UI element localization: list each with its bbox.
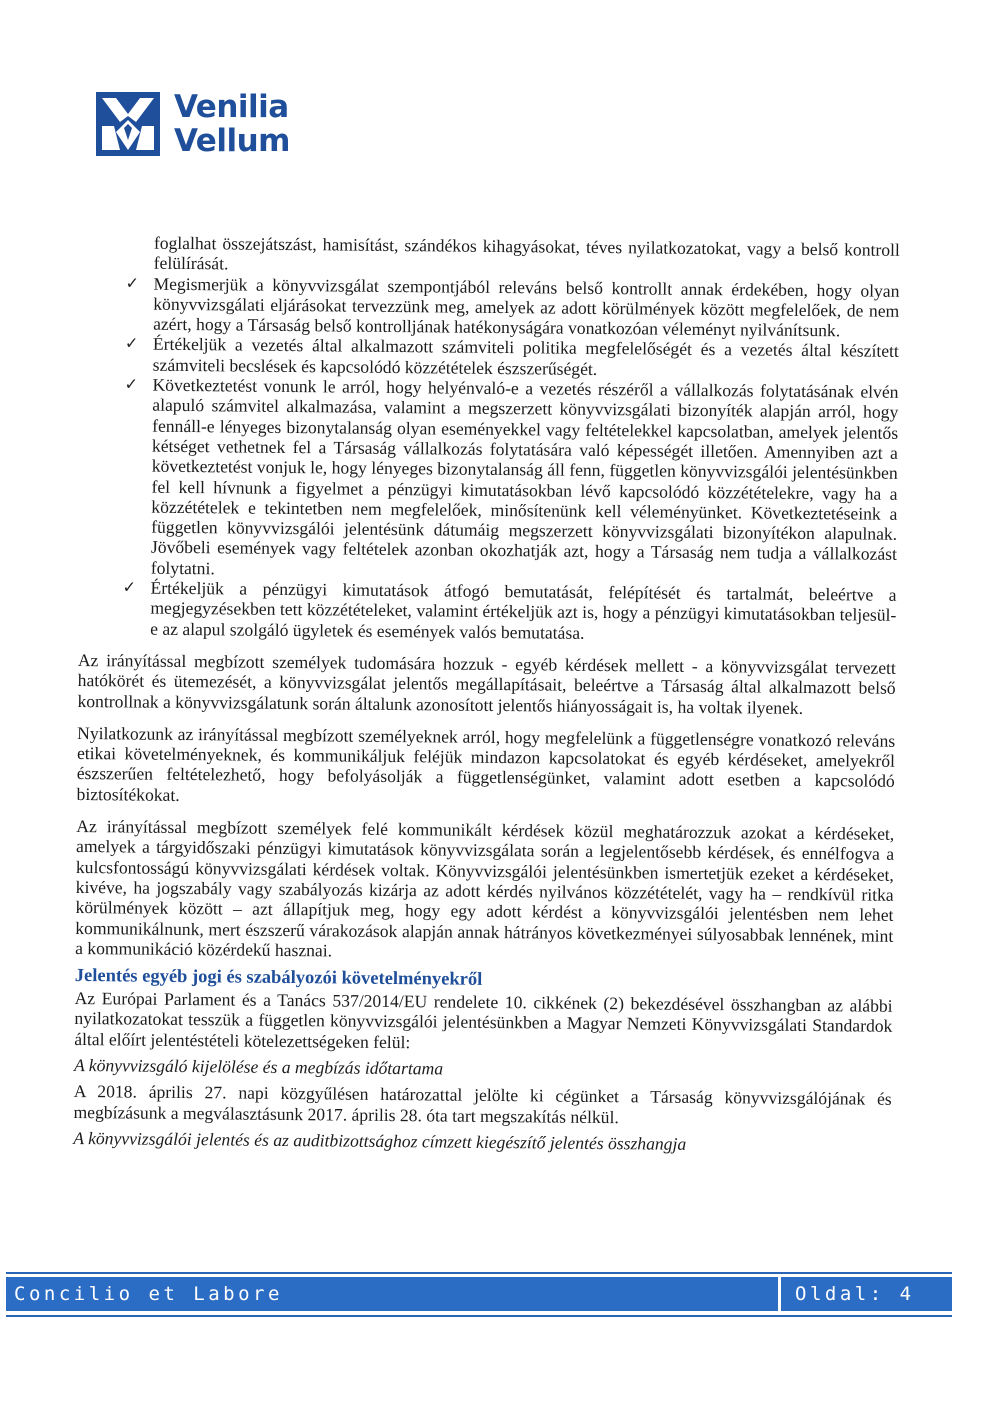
document-body <box>73 232 900 1162</box>
company-logo <box>96 90 290 158</box>
paragraph-key-matters: Az irányítással megbízott személyek felé kommunikált kérdések közül meghatározzuk azokat a kérdéseket, amelyek a tárgyidőszaki pénzügyi kimutatások könyvvizsgálata során a legjelentősebb kérdések, és ennélfogva a kulcsfontosságú könyvvizsgálati kérdések voltak. Könyvvizsgálói jelentésünkben ismertetjük ezeket a kérdéseket, kivéve, ha jogszabály vagy szabályozás kizárja az adott kérdés nyilvános közzétételét, vagy ha – rendkívül ritka körülmények között – azt állapítjuk meg, hogy egy adott kérdést a könyvvizsgálói jelentésben nem lehet kommunikálnunk, mert észszerű várakozások alapján annak hátrányos következményei súlyosabbak lennének, mint a kommunikáció közérdekű hasznai. <box>75 815 895 961</box>
list-item-text: Megismerjük a könyvvizsgálat szempontjából releváns belső kontrollt annak érdekében, hogy olyan könyvvizsgálati eljárásokat tervezzünk meg, amelyek az adott körülmények között megfelelőek, de nem azért, hogy a Társaság belső kontrolljának hatékonyságára vonatkozóan véleményt nyilvánítsunk. <box>153 273 900 341</box>
section-intro: Az Európai Parlament és a Tanács 537/2014/EU rendelete 10. cikkének (2) bekezdésével összhangban az alábbi nyilatkozatokat tesszük a független könyvvizsgálói jelentésünkben a Magyar Nemzeti Könyvvizsgálati Standardok által előírt jelentéstételi kötelezettségeken felül: <box>74 988 893 1052</box>
page-number: Oldal: 4 <box>795 1283 915 1305</box>
paragraph-governance: Az irányítással megbízott személyek tudomására hozzuk - egyéb kérdések mellett - a könyvvizsgálat tervezett hatókörét és ütemezését, a könyvvizsgálat jelentős megállapításait, beleértve a Társaság által alkalmazott belső kontrollnak a könyvvizsgálatunk során általunk azonosított jelentős hiányosságait is, ha voltak ilyenek. <box>77 649 896 718</box>
section-heading: Jelentés egyéb jogi és szabályozói követelményekről <box>74 966 483 990</box>
list-item-text: Értékeljük a pénzügyi kimutatások átfogó bemutatását, felépítését és tartalmát, beleértve a megjegyzésekben tett közzétételeket, valamint értékeljük azt is, hogy a pénzügyi kimutatásokban teljesül-e az alapul szolgáló ügyletek és események valós bemutatása. <box>150 577 897 643</box>
paragraph-independence: Nyilatkozunk az irányítással megbízott személyeknek arról, hogy megfelelünk a függetlenségre vonatkozó releváns etikai követelményeknek, és kommunikáljuk feléjük mindazon kapcsolatokat és egyéb kérdéseket, amelyekről észszerűen feltételezhető, hogy befolyásolják a függetlenségünket, valamint adott esetben a kapcsolódó biztosítékokat. <box>76 722 896 805</box>
list-item-text: Értékeljük a vezetés által alkalmazott számviteli politika megfelelőségét és a vezetés által készített számviteli becslések és kapcsolódó közzétételek észszerűségét. <box>152 334 899 379</box>
list-item <box>81 273 900 342</box>
checkmark-icon: ✓ <box>122 577 137 597</box>
list-item <box>79 374 899 585</box>
continuation-text: foglalhat összejátszást, hamisítást, szándékos kihagyásokat, téves nyilatkozatokat, vagy a belső kontroll felülírását. <box>153 232 900 274</box>
page-footer <box>6 1272 952 1318</box>
brand-line-2: Vellum <box>174 123 290 159</box>
footer-motto: Concilio et Labore <box>14 1283 283 1305</box>
logo-text <box>174 90 290 158</box>
checkmark-icon: ✓ <box>124 333 139 354</box>
procedure-list <box>78 273 899 646</box>
list-item-text: Következtetést vonunk le arról, hogy helyénvaló-e a vezetés részéről a vállalkozás folytatásának elvén alapuló számvitel alkalmazása, valamint a megszerzett könyvvizsgálati bizonyíték alapján arról, hogy fennáll-e lényeges bizonytalanság olyan eseményekkel vagy feltételekkel kapcsolatban, amelyek jelentős kétséget vethetnek fel a Társaság vállalkozás folytatására való képességét illetően. Amennyiben azt a következtetést vonjuk le, hogy lényeges bizonytalanság áll fenn, független könyvvizsgálói jelentésünkben fel kell hívnunk a figyelmet a pénzügyi kimutatásokban lévő kapcsolódó közzétételekre, vagy ha a közzétételek e tekintetben nem megfelelőek, minősítenünk kell véleményünket. Következtetéseink a független könyvvizsgálói jelentésünk dátumáig megszerzett könyvvizsgálati bizonyítékon alapulnak. Jövőbeli események vagy feltételek azonban okozhatják azt, hogy a Társaság nem tudja a vállalkozást folytatni. <box>150 374 899 579</box>
list-item <box>78 577 897 646</box>
logo-mark-icon <box>96 92 160 156</box>
checkmark-icon: ✓ <box>124 374 139 394</box>
appointment-text: A 2018. április 27. napi közgyűlésen határozattal jelölte ki cégünket a Társaság könyvvizsgálójának és megbízásunk a megválasztásunk 2017. április 28. óta tart megszakítás nélkül. <box>73 1081 892 1127</box>
brand-line-1: Venilia <box>174 89 289 125</box>
subheading-consistency: A könyvvizsgálói jelentés és az auditbizottsághoz címzett kiegészítő jelentés összhangja <box>73 1127 687 1154</box>
footer-band <box>6 1277 952 1311</box>
footer-rule-bottom <box>6 1315 952 1317</box>
footer-rule-top <box>6 1272 952 1274</box>
subheading-appointment: A könyvvizsgáló kijelölése és a megbízás időtartama <box>73 1054 444 1079</box>
page-number-box <box>778 1277 955 1311</box>
checkmark-icon: ✓ <box>125 273 140 293</box>
